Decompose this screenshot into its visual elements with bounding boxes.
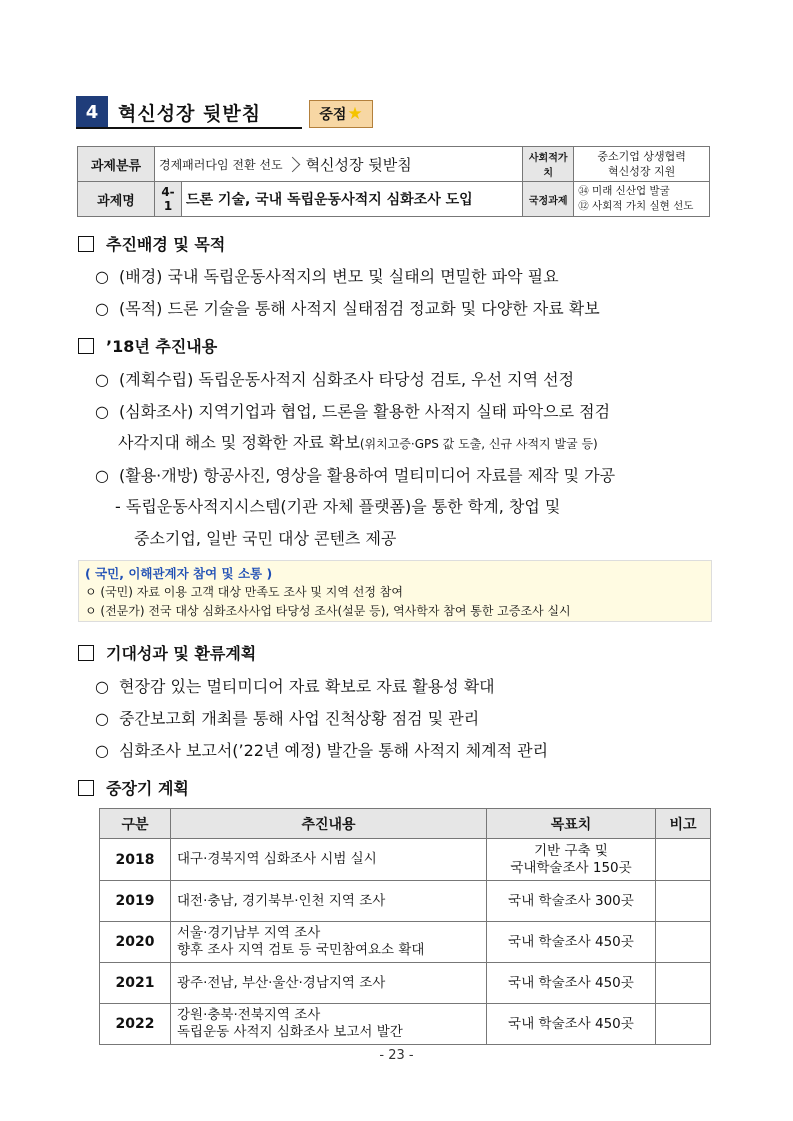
target-cell: 국내 학술조사 450곳 xyxy=(487,1004,656,1045)
list-item xyxy=(95,738,548,761)
list-item xyxy=(95,367,574,390)
task-name: 드론 기술, 국내 독립운동사적지 심화조사 도입 xyxy=(182,182,523,217)
social-value-label: 사회적가치 xyxy=(523,147,574,182)
chevron-right-icon xyxy=(284,156,300,172)
list-item-text: 사각지대 해소 및 정확한 자료 확보 xyxy=(118,433,360,452)
target-cell: 기반 구축 및 국내학술조사 150곳 xyxy=(487,839,656,881)
bullet-icon: ○ xyxy=(95,402,109,421)
section-expected-title: 기대성과 및 환류계획 xyxy=(106,644,257,663)
section-background-heading xyxy=(78,232,225,255)
task-name-label: 과제명 xyxy=(78,182,155,217)
list-item-text: (활용·개방) 항공사진, 영상을 활용하여 멀티미디어 자료를 제작 및 가공 xyxy=(119,466,616,485)
section-header xyxy=(76,96,261,128)
checkbox-square-icon xyxy=(78,780,94,796)
participation-title: ( 국민, 이해관계자 참여 및 소통 ) xyxy=(85,566,273,581)
column-header: 추진내용 xyxy=(171,809,487,839)
category-a: 경제패러다임 전환 선도 xyxy=(159,157,283,172)
list-item-note: (위치고증·GPS 값 도출, 신규 사적지 발굴 등) xyxy=(359,437,598,451)
national-task-line-1: ㉞ 미래 신산업 발굴 xyxy=(578,185,670,197)
checkbox-square-icon xyxy=(78,645,94,661)
list-item-text: (계획수립) 독립운동사적지 심화조사 타당성 검토, 우선 지역 선정 xyxy=(119,370,575,389)
list-item xyxy=(95,264,559,287)
section-number: 4 xyxy=(76,96,108,128)
category-b: 혁신성장 뒷받침 xyxy=(305,155,412,174)
page-number: - 23 - xyxy=(379,1048,414,1063)
list-item-text: (배경) 국내 독립운동사적지의 변모 및 실태의 면밀한 파악 필요 xyxy=(119,267,559,286)
table-row xyxy=(100,839,711,881)
year-cell: 2021 xyxy=(100,963,171,1004)
list-item-text: 심화조사 보고서(’22년 예정) 발간을 통해 사적지 체계적 관리 xyxy=(119,741,549,760)
list-item-text: 중간보고회 개최를 통해 사업 진척상황 점검 및 관리 xyxy=(119,709,480,728)
list-item-text: 현장감 있는 멀티미디어 자료 확보로 자료 활용성 확대 xyxy=(119,677,495,696)
column-header: 구분 xyxy=(100,809,171,839)
list-item xyxy=(95,674,495,697)
checkbox-square-icon xyxy=(78,338,94,354)
list-item-continuation xyxy=(118,430,598,453)
section-longterm-title: 중장기 계획 xyxy=(106,779,189,798)
column-header: 비고 xyxy=(656,809,711,839)
sub-list-item-continuation: 중소기업, 일반 국민 대상 콘텐츠 제공 xyxy=(134,529,397,548)
section-progress-heading xyxy=(78,334,217,357)
table-row xyxy=(100,881,711,922)
national-task-line-2: ⑫ 사회적 가치 실현 선도 xyxy=(578,200,694,212)
table-row xyxy=(100,1004,711,1045)
section-expected-heading xyxy=(78,641,256,664)
bullet-icon: ○ xyxy=(95,267,109,286)
bullet-icon: ○ xyxy=(95,709,109,728)
column-header: 목표치 xyxy=(487,809,656,839)
participation-line: ㅇ (국민) 자료 이용 고객 대상 만족도 조사 및 지역 선정 참여 xyxy=(85,585,403,599)
note-cell xyxy=(656,881,711,922)
bullet-icon: ○ xyxy=(95,741,109,760)
section-longterm-heading xyxy=(78,776,189,799)
note-cell xyxy=(656,839,711,881)
content-cell: 대구·경북지역 심화조사 시범 실시 xyxy=(171,839,487,881)
priority-badge-label: 중점 xyxy=(319,107,347,123)
longterm-plan-table xyxy=(99,808,711,1045)
section-title: 혁신성장 뒷받침 xyxy=(118,102,262,125)
target-cell: 국내 학술조사 450곳 xyxy=(487,963,656,1004)
table-row xyxy=(100,963,711,1004)
target-cell: 국내 학술조사 300곳 xyxy=(487,881,656,922)
section-progress-title: ’18년 추진내용 xyxy=(106,337,218,356)
list-item xyxy=(95,399,610,422)
content-cell: 대전·충남, 경기북부·인천 지역 조사 xyxy=(171,881,487,922)
national-task-value xyxy=(574,182,710,217)
bullet-icon: ○ xyxy=(95,466,109,485)
list-item-text: (심화조사) 지역기업과 협업, 드론을 활용한 사적지 실태 파악으로 점검 xyxy=(119,402,611,421)
content-cell: 강원·충북·전북지역 조사 독립운동 사적지 심화조사 보고서 발간 xyxy=(171,1004,487,1045)
star-icon: ★ xyxy=(347,104,363,124)
national-task-label: 국정과제 xyxy=(523,182,574,217)
note-cell xyxy=(656,963,711,1004)
list-item-text: (목적) 드론 기술을 통해 사적지 실태점검 정교화 및 다양한 자료 확보 xyxy=(119,299,600,318)
priority-badge xyxy=(309,100,373,128)
table-row xyxy=(100,922,711,963)
participation-line: ㅇ (전문가) 전국 대상 심화조사사업 타당성 조사(설문 등), 역사학자 참여 통한 고증조사 실시 xyxy=(85,604,571,618)
task-info-table xyxy=(77,146,710,217)
bullet-icon: ○ xyxy=(95,677,109,696)
section-title-underline xyxy=(76,127,302,129)
year-cell: 2020 xyxy=(100,922,171,963)
year-cell: 2019 xyxy=(100,881,171,922)
participation-box xyxy=(78,560,712,622)
list-item xyxy=(95,296,600,319)
target-cell: 국내 학술조사 450곳 xyxy=(487,922,656,963)
category-cell xyxy=(155,147,523,182)
note-cell xyxy=(656,922,711,963)
bullet-icon: ○ xyxy=(95,299,109,318)
content-cell: 서울·경기남부 지역 조사 향후 조사 지역 검토 등 국민참여요소 확대 xyxy=(171,922,487,963)
list-item xyxy=(95,706,479,729)
section-background-title: 추진배경 및 목적 xyxy=(106,235,226,254)
note-cell xyxy=(656,1004,711,1045)
year-cell: 2018 xyxy=(100,839,171,881)
social-value xyxy=(574,147,710,182)
sub-list-item: - 독립운동사적지시스템(기관 자체 플랫폼)을 통한 학계, 창업 및 xyxy=(115,497,561,516)
year-cell: 2022 xyxy=(100,1004,171,1045)
list-item xyxy=(95,463,615,486)
task-code: 4-1 xyxy=(155,182,182,217)
table-header-row xyxy=(100,809,711,839)
category-label: 과제분류 xyxy=(78,147,155,182)
content-cell: 광주·전남, 부산·울산·경남지역 조사 xyxy=(171,963,487,1004)
social-value-text: 중소기업 상생협력 혁신성장 지원 xyxy=(597,150,686,178)
bullet-icon: ○ xyxy=(95,370,109,389)
checkbox-square-icon xyxy=(78,236,94,252)
